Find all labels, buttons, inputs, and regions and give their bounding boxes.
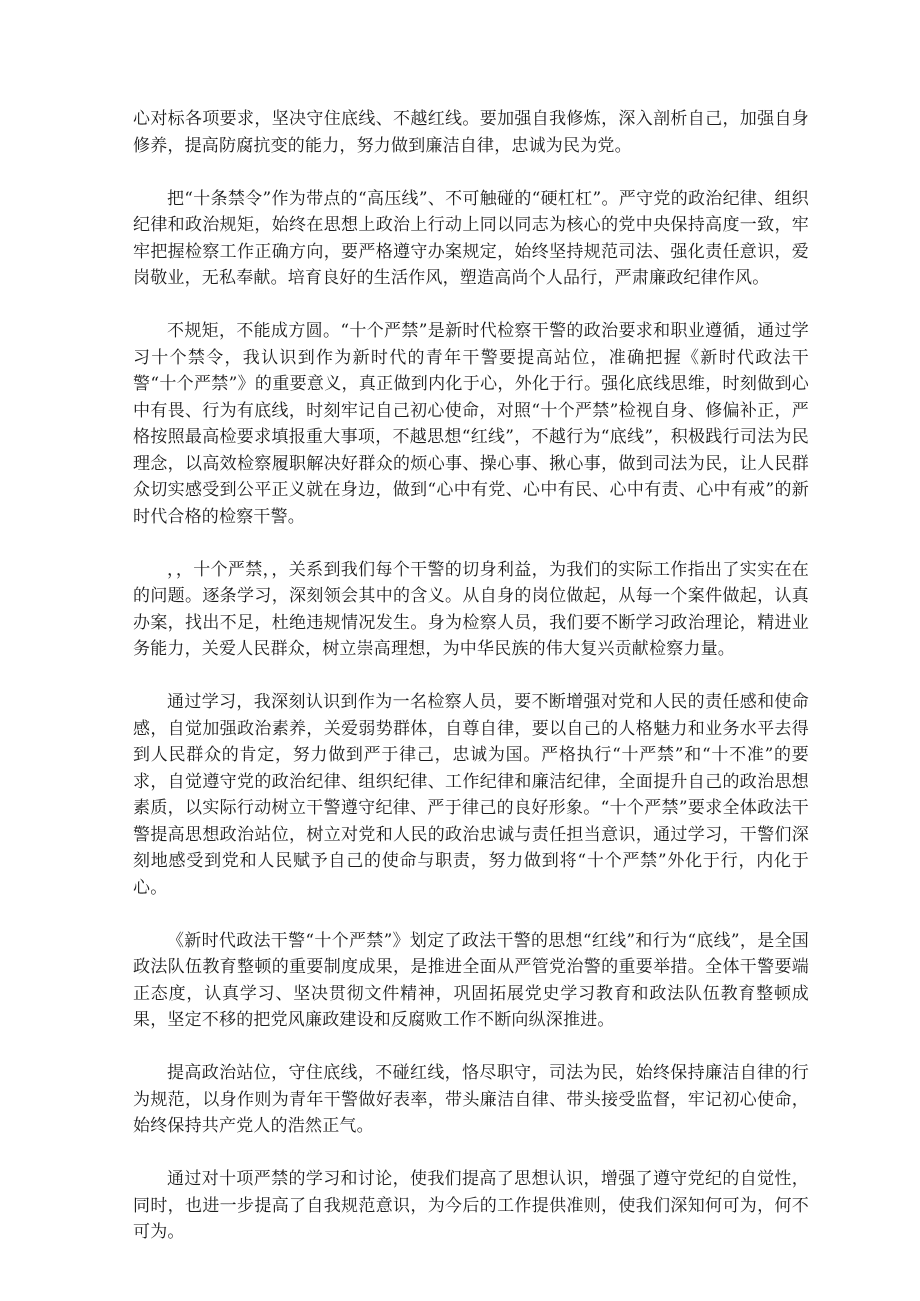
paragraph-5: 通过学习，我深刻认识到作为一名检察人员，要不断增强对党和人民的责任感和使命感，自觉加强政治素养，关爱弱势群体，自尊自律，要以自己的人格魅力和业务水平去得到人民群众的肯定，努力做到严于律己，忠诚为国。严格执行“十严禁”和“十不准”的要求，自觉遵守党的政治纪律、组织纪律、工作纪律和廉洁纪律，全面提升自己的政治思想素质，以实际行动树立干警遵守纪律、严于律己的良好形象。“十个严禁”要求全体政法干警提高思想政治站位，树立对党和人民的政治忠诚与责任担当意识，通过学习，干警们深刻地感受到党和人民赋予自己的使命与职责，努力做到将“十个严禁”外化于行，内化于心。: [133, 692, 809, 898]
paragraph-3: 不规矩，不能成方圆。“十个严禁”是新时代检察干警的政治要求和职业遵循，通过学习十个禁令，我认识到作为新时代的青年干警要提高站位，准确把握《新时代政法干警“十个严禁”》的重要意义，真正做到内化于心，外化于行。强化底线思维，时刻做到心中有畏、行为有底线，时刻牢记自己初心使命，对照“十个严禁”检视自身、修偏补正，严格按照最高检要求填报重大事项，不越思想“红线”，不越行为“底线”，积极践行司法为民理念，以高效检察履职解决好群众的烦心事、操心事、揪心事，做到司法为民，让人民群众切实感受到公平正义就在身边，做到“心中有党、心中有民、心中有责、心中有戒”的新时代合格的检察干警。: [133, 321, 809, 527]
paragraph-6: 《新时代政法干警“十个严禁”》划定了政法干警的思想“红线”和行为“底线”，是全国政法队伍教育整顿的重要制度成果，是推进全面从严管党治警的重要举措。全体干警要端正态度，认真学习、坚决贯彻文件精神，巩固拓展党史学习教育和政法队伍教育整顿成果，坚定不移的把党风廉政建设和反腐败工作不断向纵深推进。: [133, 930, 809, 1030]
paragraph-4: ，，十个严禁，，关系到我们每个干警的切身利益，为我们的实际工作指出了实实在在的问题。逐条学习，深刻领会其中的含义。从自身的岗位做起，从每一个案件做起，认真办案，找出不足，杜绝违规情况发生。身为检察人员，我们要不断学习政治理论，精进业务能力，关爱人民群众，树立崇高理想，为中华民族的伟大复兴贡献检察力量。: [133, 559, 809, 659]
paragraph-1: 心对标各项要求，坚决守住底线、不越红线。要加强自我修炼，深入剖析自己，加强自身修养，提高防腐抗变的能力，努力做到廉洁自律，忠诚为民为党。: [133, 109, 809, 156]
paragraph-7: 提高政治站位，守住底线，不碰红线，恪尽职守，司法为民，始终保持廉洁自律的行为规范，以身作则为青年干警做好表率，带头廉洁自律、带头接受监督，牢记初心使命，始终保持共产党人的浩然正气。: [133, 1063, 809, 1136]
document-body: [133, 106, 809, 1272]
paragraph-2: 把“十条禁令”作为带点的“高压线”、不可触碰的“硬杠杠”。严守党的政治纪律、组织纪律和政治规矩，始终在思想上政治上行动上同以同志为核心的党中央保持高度一致，牢牢把握检察工作正确方向，要严格遵守办案规定，始终坚持规范司法、强化责任意识，爱岗敬业，无私奉献。培育良好的生活作风，塑造高尚个人品行，严肃廉政纪律作风。: [133, 188, 809, 288]
paragraph-8: 通过对十项严禁的学习和讨论，使我们提高了思想认识，增强了遵守党纪的自觉性，同时，也进一步提高了自我规范意识，为今后的工作提供准则，使我们深知何可为，何不可为。: [133, 1169, 809, 1242]
